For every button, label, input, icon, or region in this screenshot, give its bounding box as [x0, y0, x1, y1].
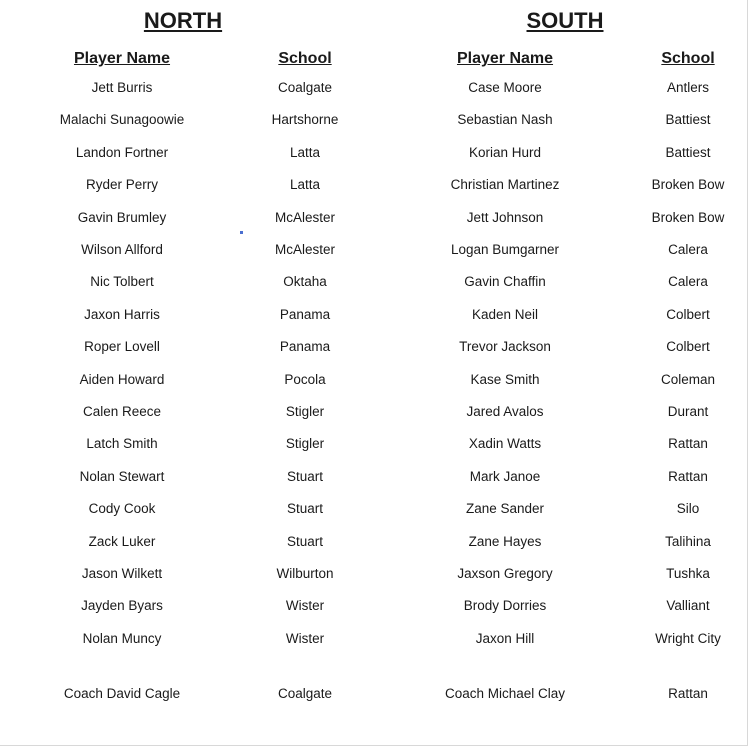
player-school: Antlers	[666, 80, 710, 95]
player-school: Calera	[668, 242, 708, 257]
player-name: Jaxon Hill	[475, 630, 535, 646]
player-school: Stuart	[286, 501, 324, 517]
player-school: Talihina	[665, 533, 711, 549]
player-name: Kase Smith	[470, 371, 540, 387]
player-school: Wright City	[655, 630, 721, 646]
player-name: Aiden Howard	[79, 371, 165, 387]
player-school: Stuart	[286, 468, 324, 484]
table-row	[380, 566, 750, 588]
player-school: Coalgate	[277, 80, 333, 95]
player-school: Broken Bow	[651, 209, 725, 225]
stray-mark	[240, 231, 243, 234]
player-school: Colbert	[666, 339, 710, 355]
player-name: Roper Lovell	[84, 339, 160, 355]
player-school: Stuart	[286, 533, 324, 549]
table-row	[0, 307, 370, 329]
player-school: Panama	[279, 339, 331, 355]
player-school: Wilburton	[276, 566, 334, 581]
player-school: Tushka	[666, 566, 710, 581]
player-school: Stigler	[285, 436, 325, 452]
table-row	[0, 112, 370, 134]
table-row	[380, 210, 750, 232]
player-school: Durant	[667, 404, 709, 419]
table-row	[380, 436, 750, 458]
table-row	[0, 404, 370, 426]
table-row	[0, 534, 370, 556]
table-row	[0, 177, 370, 199]
player-school: Silo	[676, 501, 700, 517]
table-row	[380, 307, 750, 329]
player-name: Sebastian Nash	[457, 112, 553, 128]
player-name: Jared Avalos	[466, 404, 544, 419]
player-school: McAlester	[274, 209, 335, 225]
player-name: Malachi Sunagoowie	[59, 112, 185, 128]
player-name: Case Moore	[468, 80, 542, 95]
north-coach-row	[0, 686, 370, 708]
table-row	[0, 598, 370, 620]
south-roster	[380, 0, 750, 747]
player-name: Nic Tolbert	[90, 274, 154, 290]
table-row	[0, 210, 370, 232]
player-school: Battiest	[665, 112, 711, 128]
player-name: Zane Hayes	[468, 533, 542, 549]
player-name: Jaxson Gregory	[457, 566, 553, 581]
table-row	[0, 566, 370, 588]
player-school: Oktaha	[283, 274, 327, 290]
north-coach-name: Coach David Cagle	[63, 686, 181, 701]
player-school: McAlester	[274, 242, 335, 257]
table-row	[0, 436, 370, 458]
table-row	[380, 372, 750, 394]
table-row	[380, 469, 750, 491]
player-name: Trevor Jackson	[459, 339, 551, 355]
player-school: Wister	[285, 598, 325, 614]
north-coach-school: Coalgate	[277, 686, 333, 701]
player-name: Kaden Neil	[471, 306, 539, 322]
south-coach-school: Rattan	[668, 686, 708, 701]
table-row	[380, 242, 750, 264]
player-name: Latch Smith	[86, 436, 158, 452]
player-name: Gavin Brumley	[77, 209, 167, 225]
table-row	[380, 598, 750, 620]
south-coach-name: Coach Michael Clay	[444, 686, 566, 701]
table-row	[380, 631, 750, 653]
table-row	[0, 372, 370, 394]
player-school: Rattan	[668, 436, 708, 452]
player-school: Colbert	[666, 306, 710, 322]
table-row	[380, 112, 750, 134]
table-row	[380, 534, 750, 556]
player-school: Latta	[289, 177, 321, 193]
table-row	[380, 501, 750, 523]
player-school: Hartshorne	[271, 112, 339, 128]
player-school: Wister	[285, 630, 325, 646]
player-name: Brody Dorries	[463, 598, 547, 614]
player-school: Latta	[289, 144, 321, 160]
table-row	[0, 501, 370, 523]
north-player-name-header: Player Name	[73, 50, 171, 67]
player-name: Jason Wilkett	[81, 566, 163, 581]
player-name: Logan Bumgarner	[450, 242, 560, 257]
player-name: Ryder Perry	[85, 177, 158, 193]
player-school: Rattan	[668, 468, 708, 484]
player-name: Korian Hurd	[468, 144, 542, 160]
player-name: Mark Janoe	[469, 468, 541, 484]
player-name: Jayden Byars	[81, 598, 163, 614]
table-row	[380, 339, 750, 361]
table-row	[0, 242, 370, 264]
player-school: Battiest	[665, 144, 711, 160]
player-name: Cody Cook	[88, 501, 156, 517]
table-row	[0, 339, 370, 361]
table-row	[0, 469, 370, 491]
player-school: Coleman	[660, 371, 716, 387]
player-name: Jett Burris	[91, 80, 153, 95]
south-player-name-header: Player Name	[456, 50, 554, 67]
player-name: Wilson Allford	[81, 242, 163, 257]
player-school: Valliant	[666, 598, 710, 614]
north-title: NORTH	[143, 8, 223, 33]
table-row	[0, 274, 370, 296]
player-school: Pocola	[284, 371, 326, 387]
player-school: Calera	[668, 274, 708, 290]
table-row	[0, 145, 370, 167]
table-row	[0, 631, 370, 653]
player-name: Jett Johnson	[466, 209, 544, 225]
player-name: Christian Martinez	[450, 177, 560, 193]
player-name: Landon Fortner	[75, 144, 169, 160]
player-name: Gavin Chaffin	[464, 274, 546, 290]
table-row	[0, 80, 370, 102]
south-title: SOUTH	[526, 8, 604, 33]
north-roster	[0, 0, 370, 747]
south-coach-row	[380, 686, 750, 708]
table-row	[380, 274, 750, 296]
table-row	[380, 145, 750, 167]
player-school: Stigler	[285, 404, 325, 419]
player-name: Nolan Stewart	[79, 468, 165, 484]
player-name: Calen Reece	[82, 404, 162, 419]
player-name: Nolan Muncy	[82, 630, 162, 646]
player-school: Broken Bow	[651, 177, 725, 193]
player-name: Jaxon Harris	[84, 306, 160, 322]
table-row	[380, 80, 750, 102]
player-name: Zack Luker	[88, 533, 156, 549]
table-row	[380, 177, 750, 199]
south-school-header: School	[661, 50, 715, 67]
player-name: Zane Sander	[465, 501, 545, 517]
player-name: Xadin Watts	[468, 436, 542, 452]
table-row	[380, 404, 750, 426]
player-school: Panama	[279, 306, 331, 322]
north-school-header: School	[278, 50, 332, 67]
